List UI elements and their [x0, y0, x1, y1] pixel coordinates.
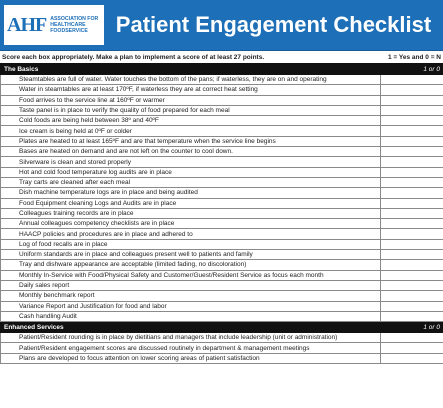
logo-mark: AHF [7, 13, 47, 36]
section-title: Enhanced Services [1, 322, 381, 333]
checklist-row [1, 75, 443, 85]
checklist-row [1, 250, 443, 260]
logo-text [50, 16, 98, 34]
score-cell[interactable] [381, 333, 443, 343]
checklist-table [0, 63, 443, 364]
checklist-item-text: Cold foods are being held between 38º and 40ºF [1, 116, 381, 126]
checklist-item-text: Food Equipment cleaning Logs and Audits are in place [1, 198, 381, 208]
checklist-item-text: HAACP policies and procedures are in place and adhered to [1, 229, 381, 239]
checklist-row [1, 229, 443, 239]
score-cell[interactable] [381, 75, 443, 85]
score-cell[interactable] [381, 157, 443, 167]
checklist-row [1, 260, 443, 270]
checklist-item-text: Tray and dishware appearance are acceptable (limited fading, no discoloration) [1, 260, 381, 270]
checklist-item-text: Bases are heated on demand and are not left on the counter to cool down. [1, 147, 381, 157]
section-scale: 1 or 0 [381, 64, 443, 75]
section-title: The Basics [1, 64, 381, 75]
checklist-row [1, 343, 443, 353]
checklist-row [1, 198, 443, 208]
score-cell[interactable] [381, 147, 443, 157]
ahf-logo [4, 5, 104, 45]
checklist-item-text: Colleagues training records are in place [1, 208, 381, 218]
checklist-item-text: Annual colleagues competency checklists are in place [1, 219, 381, 229]
checklist-row [1, 333, 443, 343]
score-cell[interactable] [381, 167, 443, 177]
section-header [1, 64, 443, 75]
checklist-item-text: Plans are developed to focus attention on lower scoring areas of patient satisfaction [1, 353, 381, 363]
score-cell[interactable] [381, 301, 443, 311]
score-cell[interactable] [381, 198, 443, 208]
checklist-item-text: Monthly In-Service with Food/Physical Safety and Customer/Guest/Resident Service as focus each month [1, 270, 381, 280]
checklist-item-text: Ice cream is being held at 0ºF or colder [1, 126, 381, 136]
score-cell[interactable] [381, 250, 443, 260]
checklist-item-text: Uniform standards are in place and colleagues present well to patients and family [1, 250, 381, 260]
checklist-item-text: Daily sales report [1, 280, 381, 290]
logo-line: HEALTHCARE [50, 22, 86, 28]
checklist-item-text: Monthly benchmark report [1, 291, 381, 301]
checklist-row [1, 105, 443, 115]
checklist-row [1, 147, 443, 157]
score-cell[interactable] [381, 229, 443, 239]
page-title: Patient Engagement Checklist [115, 12, 432, 37]
checklist-row [1, 157, 443, 167]
checklist-item-text: Food arrives to the service line at 160ºF or warmer [1, 95, 381, 105]
score-cell[interactable] [381, 270, 443, 280]
score-cell[interactable] [381, 208, 443, 218]
instructions-bar [0, 51, 443, 63]
checklist-item-text: Patient/Resident rounding is in place by dietitians and managers that include leadership (unit or administration) [1, 333, 381, 343]
checklist-item-text: Tray carts are cleaned after each meal [1, 177, 381, 187]
checklist-item-text: Patient/Resident engagement scores are discussed routinely in department & management meetings [1, 343, 381, 353]
checklist-row [1, 188, 443, 198]
checklist-row [1, 136, 443, 146]
instructions-text: Score each box appropriately. Make a plan to implement a score of at least 27 points. [2, 53, 265, 61]
checklist-item-text: Water in steamtables are at least 170ºF, if waterless they are at correct heat setting [1, 85, 381, 95]
checklist-row [1, 239, 443, 249]
score-cell[interactable] [381, 291, 443, 301]
score-cell[interactable] [381, 136, 443, 146]
score-cell[interactable] [381, 188, 443, 198]
checklist-item-text: Plates are heated to at least 165ºF and are that temperature when the service line begins [1, 136, 381, 146]
scoring-scale: 1 = Yes and 0 = N [388, 53, 441, 61]
checklist-item-text: Log of food recalls are in place [1, 239, 381, 249]
score-cell[interactable] [381, 126, 443, 136]
checklist-item-text: Steamtables are full of water. Water touches the bottom of the pans; if waterless, they are on and operating [1, 75, 381, 85]
checklist-item-text: Silverware is clean and stored properly [1, 157, 381, 167]
checklist-row [1, 116, 443, 126]
score-cell[interactable] [381, 239, 443, 249]
checklist-item-text: Taste panel is in place to verify the quality of food prepared for each meal [1, 105, 381, 115]
header-banner [0, 0, 443, 51]
checklist-row [1, 85, 443, 95]
score-cell[interactable] [381, 85, 443, 95]
section-scale: 1 or 0 [381, 322, 443, 333]
checklist-row [1, 95, 443, 105]
checklist-row [1, 208, 443, 218]
checklist-row [1, 177, 443, 187]
score-cell[interactable] [381, 311, 443, 321]
checklist-row [1, 291, 443, 301]
checklist-row [1, 301, 443, 311]
checklist-row [1, 167, 443, 177]
logo-line: ASSOCIATION FOR [50, 16, 99, 22]
score-cell[interactable] [381, 260, 443, 270]
checklist-row [1, 353, 443, 363]
checklist-item-text: Hot and cold food temperature log audits are in place [1, 167, 381, 177]
logo-line: FOODSERVICE [50, 28, 88, 34]
checklist-row [1, 280, 443, 290]
score-cell[interactable] [381, 95, 443, 105]
score-cell[interactable] [381, 353, 443, 363]
score-cell[interactable] [381, 105, 443, 115]
score-cell[interactable] [381, 343, 443, 353]
checklist-row [1, 219, 443, 229]
checklist-item-text: Variance Report and Justification for food and labor [1, 301, 381, 311]
score-cell[interactable] [381, 116, 443, 126]
section-header [1, 322, 443, 333]
checklist-item-text: Dish machine temperature logs are in place and being audited [1, 188, 381, 198]
score-cell[interactable] [381, 280, 443, 290]
checklist-item-text: Cash handling Audit [1, 311, 381, 321]
checklist-row [1, 126, 443, 136]
checklist-row [1, 270, 443, 280]
checklist-row [1, 311, 443, 321]
score-cell[interactable] [381, 177, 443, 187]
score-cell[interactable] [381, 219, 443, 229]
